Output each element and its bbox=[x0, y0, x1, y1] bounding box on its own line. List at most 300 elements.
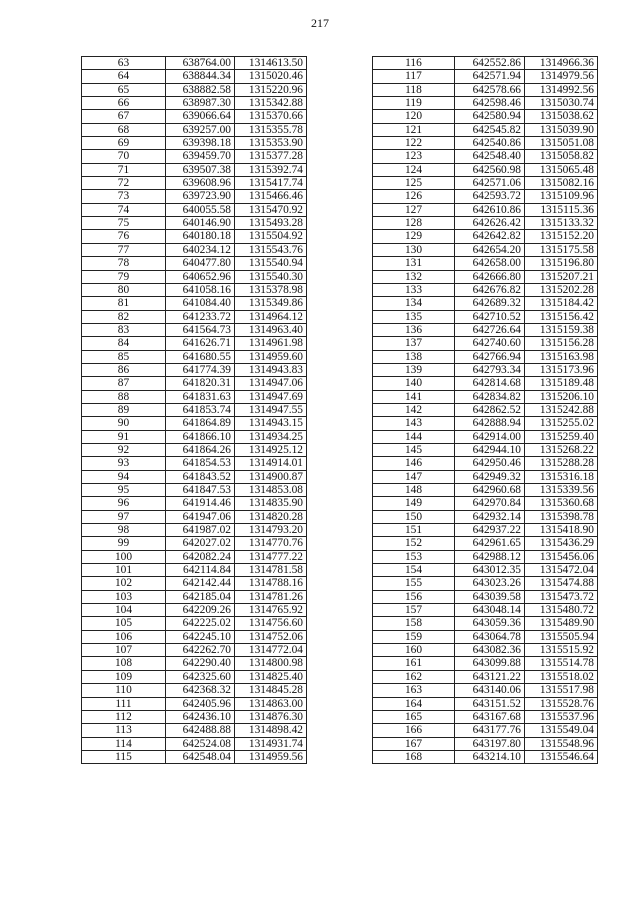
table-row bbox=[373, 203, 598, 216]
point-number-cell: 149 bbox=[373, 497, 455, 510]
y-coordinate-cell: 1315207.21 bbox=[525, 270, 598, 283]
y-coordinate-cell: 1315473.72 bbox=[525, 590, 598, 603]
point-number-cell: 63 bbox=[82, 57, 166, 70]
table-row bbox=[82, 710, 307, 723]
x-coordinate-cell: 642970.84 bbox=[455, 497, 525, 510]
point-number-cell: 142 bbox=[373, 403, 455, 416]
point-number-cell: 83 bbox=[82, 323, 166, 336]
table-row bbox=[373, 684, 598, 697]
table-row bbox=[373, 230, 598, 243]
x-coordinate-cell: 640146.90 bbox=[166, 217, 235, 230]
y-coordinate-cell: 1315472.04 bbox=[525, 564, 598, 577]
point-number-cell: 75 bbox=[82, 217, 166, 230]
point-number-cell: 144 bbox=[373, 430, 455, 443]
table-row bbox=[373, 257, 598, 270]
x-coordinate-cell: 643012.35 bbox=[455, 564, 525, 577]
point-number-cell: 84 bbox=[82, 337, 166, 350]
x-coordinate-cell: 642290.40 bbox=[166, 657, 235, 670]
x-coordinate-cell: 643214.10 bbox=[455, 750, 525, 763]
x-coordinate-cell: 639459.70 bbox=[166, 150, 235, 163]
x-coordinate-cell: 642142.44 bbox=[166, 577, 235, 590]
y-coordinate-cell: 1315156.42 bbox=[525, 310, 598, 323]
y-coordinate-cell: 1314825.40 bbox=[235, 670, 307, 683]
y-coordinate-cell: 1314959.60 bbox=[235, 350, 307, 363]
y-coordinate-cell: 1315398.78 bbox=[525, 510, 598, 523]
point-number-cell: 140 bbox=[373, 377, 455, 390]
point-number-cell: 150 bbox=[373, 510, 455, 523]
y-coordinate-cell: 1314820.28 bbox=[235, 510, 307, 523]
x-coordinate-cell: 641947.06 bbox=[166, 510, 235, 523]
x-coordinate-cell: 642580.94 bbox=[455, 110, 525, 123]
point-number-cell: 131 bbox=[373, 257, 455, 270]
table-row bbox=[82, 123, 307, 136]
point-number-cell: 116 bbox=[373, 57, 455, 70]
point-number-cell: 108 bbox=[82, 657, 166, 670]
y-coordinate-cell: 1314925.12 bbox=[235, 443, 307, 456]
point-number-cell: 105 bbox=[82, 617, 166, 630]
point-number-cell: 72 bbox=[82, 177, 166, 190]
table-row bbox=[373, 363, 598, 376]
x-coordinate-cell: 642598.46 bbox=[455, 97, 525, 110]
table-row bbox=[373, 337, 598, 350]
y-coordinate-cell: 1314964.12 bbox=[235, 310, 307, 323]
x-coordinate-cell: 642548.40 bbox=[455, 150, 525, 163]
point-number-cell: 114 bbox=[82, 737, 166, 750]
y-coordinate-cell: 1315065.48 bbox=[525, 163, 598, 176]
table-row bbox=[373, 163, 598, 176]
table-row bbox=[82, 430, 307, 443]
y-coordinate-cell: 1315206.10 bbox=[525, 390, 598, 403]
x-coordinate-cell: 640055.58 bbox=[166, 203, 235, 216]
table-row bbox=[373, 737, 598, 750]
x-coordinate-cell: 641864.26 bbox=[166, 443, 235, 456]
y-coordinate-cell: 1315504.92 bbox=[235, 230, 307, 243]
table-row bbox=[373, 497, 598, 510]
y-coordinate-cell: 1315515.92 bbox=[525, 644, 598, 657]
x-coordinate-cell: 639066.64 bbox=[166, 110, 235, 123]
point-number-cell: 107 bbox=[82, 644, 166, 657]
table-row bbox=[82, 297, 307, 310]
x-coordinate-cell: 642814.68 bbox=[455, 377, 525, 390]
y-coordinate-cell: 1315115.36 bbox=[525, 203, 598, 216]
point-number-cell: 141 bbox=[373, 390, 455, 403]
x-coordinate-cell: 642245.10 bbox=[166, 630, 235, 643]
x-coordinate-cell: 642961.65 bbox=[455, 537, 525, 550]
point-number-cell: 127 bbox=[373, 203, 455, 216]
x-coordinate-cell: 643048.14 bbox=[455, 604, 525, 617]
table-row bbox=[373, 537, 598, 550]
x-coordinate-cell: 642545.82 bbox=[455, 123, 525, 136]
x-coordinate-cell: 642488.88 bbox=[166, 724, 235, 737]
table-row bbox=[373, 217, 598, 230]
table-row bbox=[82, 670, 307, 683]
y-coordinate-cell: 1314900.87 bbox=[235, 470, 307, 483]
y-coordinate-cell: 1315173.96 bbox=[525, 363, 598, 376]
point-number-cell: 123 bbox=[373, 150, 455, 163]
table-row bbox=[373, 657, 598, 670]
page-number: 217 bbox=[311, 16, 329, 30]
point-number-cell: 65 bbox=[82, 83, 166, 96]
point-number-cell: 138 bbox=[373, 350, 455, 363]
x-coordinate-cell: 641864.89 bbox=[166, 417, 235, 430]
x-coordinate-cell: 641847.53 bbox=[166, 484, 235, 497]
x-coordinate-cell: 641680.55 bbox=[166, 350, 235, 363]
y-coordinate-cell: 1314800.98 bbox=[235, 657, 307, 670]
x-coordinate-cell: 643197.80 bbox=[455, 737, 525, 750]
x-coordinate-cell: 643177.76 bbox=[455, 724, 525, 737]
x-coordinate-cell: 642185.04 bbox=[166, 590, 235, 603]
table-row bbox=[82, 737, 307, 750]
point-number-cell: 77 bbox=[82, 243, 166, 256]
point-number-cell: 165 bbox=[373, 710, 455, 723]
point-number-cell: 147 bbox=[373, 470, 455, 483]
x-coordinate-cell: 642950.46 bbox=[455, 457, 525, 470]
y-coordinate-cell: 1315175.58 bbox=[525, 243, 598, 256]
point-number-cell: 163 bbox=[373, 684, 455, 697]
y-coordinate-cell: 1314961.98 bbox=[235, 337, 307, 350]
table-row bbox=[373, 123, 598, 136]
table-row bbox=[82, 350, 307, 363]
table-row bbox=[82, 684, 307, 697]
table-row bbox=[82, 137, 307, 150]
y-coordinate-cell: 1315058.82 bbox=[525, 150, 598, 163]
y-coordinate-cell: 1314613.50 bbox=[235, 57, 307, 70]
y-coordinate-cell: 1314947.69 bbox=[235, 390, 307, 403]
point-number-cell: 110 bbox=[82, 684, 166, 697]
y-coordinate-cell: 1314943.83 bbox=[235, 363, 307, 376]
x-coordinate-cell: 642571.94 bbox=[455, 70, 525, 83]
y-coordinate-cell: 1314793.20 bbox=[235, 524, 307, 537]
x-coordinate-cell: 642944.10 bbox=[455, 443, 525, 456]
x-coordinate-cell: 642593.72 bbox=[455, 190, 525, 203]
point-number-cell: 102 bbox=[82, 577, 166, 590]
point-number-cell: 159 bbox=[373, 630, 455, 643]
point-number-cell: 97 bbox=[82, 510, 166, 523]
point-number-cell: 122 bbox=[373, 137, 455, 150]
y-coordinate-cell: 1315540.94 bbox=[235, 257, 307, 270]
x-coordinate-cell: 642225.02 bbox=[166, 617, 235, 630]
y-coordinate-cell: 1315255.02 bbox=[525, 417, 598, 430]
x-coordinate-cell: 642793.34 bbox=[455, 363, 525, 376]
x-coordinate-cell: 642548.04 bbox=[166, 750, 235, 763]
coordinates-table-right bbox=[372, 56, 598, 764]
y-coordinate-cell: 1315268.22 bbox=[525, 443, 598, 456]
x-coordinate-cell: 641914.46 bbox=[166, 497, 235, 510]
x-coordinate-cell: 642654.20 bbox=[455, 243, 525, 256]
point-number-cell: 166 bbox=[373, 724, 455, 737]
point-number-cell: 156 bbox=[373, 590, 455, 603]
x-coordinate-cell: 641853.74 bbox=[166, 403, 235, 416]
y-coordinate-cell: 1315514.78 bbox=[525, 657, 598, 670]
y-coordinate-cell: 1314992.56 bbox=[525, 83, 598, 96]
table-row bbox=[82, 270, 307, 283]
point-number-cell: 133 bbox=[373, 283, 455, 296]
table-row bbox=[373, 97, 598, 110]
point-number-cell: 73 bbox=[82, 190, 166, 203]
point-number-cell: 145 bbox=[373, 443, 455, 456]
x-coordinate-cell: 643151.52 bbox=[455, 697, 525, 710]
table-row bbox=[82, 497, 307, 510]
table-row bbox=[82, 363, 307, 376]
coordinates-table-left bbox=[81, 56, 307, 764]
table-row bbox=[82, 390, 307, 403]
point-number-cell: 128 bbox=[373, 217, 455, 230]
x-coordinate-cell: 642436.10 bbox=[166, 710, 235, 723]
point-number-cell: 103 bbox=[82, 590, 166, 603]
y-coordinate-cell: 1315342.88 bbox=[235, 97, 307, 110]
table-row bbox=[373, 283, 598, 296]
table-row bbox=[82, 577, 307, 590]
x-coordinate-cell: 642949.32 bbox=[455, 470, 525, 483]
x-coordinate-cell: 642914.00 bbox=[455, 430, 525, 443]
point-number-cell: 164 bbox=[373, 697, 455, 710]
point-number-cell: 104 bbox=[82, 604, 166, 617]
y-coordinate-cell: 1315528.76 bbox=[525, 697, 598, 710]
x-coordinate-cell: 641866.10 bbox=[166, 430, 235, 443]
y-coordinate-cell: 1314898.42 bbox=[235, 724, 307, 737]
point-number-cell: 153 bbox=[373, 550, 455, 563]
x-coordinate-cell: 642862.52 bbox=[455, 403, 525, 416]
x-coordinate-cell: 642726.64 bbox=[455, 323, 525, 336]
point-number-cell: 152 bbox=[373, 537, 455, 550]
y-coordinate-cell: 1315378.98 bbox=[235, 283, 307, 296]
point-number-cell: 67 bbox=[82, 110, 166, 123]
y-coordinate-cell: 1315189.48 bbox=[525, 377, 598, 390]
point-number-cell: 89 bbox=[82, 403, 166, 416]
table-row bbox=[82, 470, 307, 483]
y-coordinate-cell: 1314772.04 bbox=[235, 644, 307, 657]
x-coordinate-cell: 642540.86 bbox=[455, 137, 525, 150]
table-row bbox=[373, 350, 598, 363]
table-row bbox=[373, 177, 598, 190]
table-row bbox=[373, 443, 598, 456]
y-coordinate-cell: 1315456.06 bbox=[525, 550, 598, 563]
y-coordinate-cell: 1314966.36 bbox=[525, 57, 598, 70]
y-coordinate-cell: 1315417.74 bbox=[235, 177, 307, 190]
table-row bbox=[373, 670, 598, 683]
y-coordinate-cell: 1315392.74 bbox=[235, 163, 307, 176]
point-number-cell: 71 bbox=[82, 163, 166, 176]
table-row bbox=[82, 283, 307, 296]
y-coordinate-cell: 1315418.90 bbox=[525, 524, 598, 537]
x-coordinate-cell: 642560.98 bbox=[455, 163, 525, 176]
y-coordinate-cell: 1315466.46 bbox=[235, 190, 307, 203]
table-row bbox=[82, 537, 307, 550]
point-number-cell: 130 bbox=[373, 243, 455, 256]
table-row bbox=[373, 724, 598, 737]
x-coordinate-cell: 641564.73 bbox=[166, 323, 235, 336]
y-coordinate-cell: 1315377.28 bbox=[235, 150, 307, 163]
table-row bbox=[82, 70, 307, 83]
x-coordinate-cell: 642262.70 bbox=[166, 644, 235, 657]
table-row bbox=[82, 630, 307, 643]
table-row bbox=[373, 150, 598, 163]
y-coordinate-cell: 1315543.76 bbox=[235, 243, 307, 256]
table-row bbox=[82, 323, 307, 336]
y-coordinate-cell: 1315339.56 bbox=[525, 484, 598, 497]
y-coordinate-cell: 1315548.96 bbox=[525, 737, 598, 750]
point-number-cell: 93 bbox=[82, 457, 166, 470]
point-number-cell: 143 bbox=[373, 417, 455, 430]
table-row bbox=[373, 590, 598, 603]
table-row bbox=[373, 710, 598, 723]
table-row bbox=[82, 337, 307, 350]
y-coordinate-cell: 1315156.28 bbox=[525, 337, 598, 350]
y-coordinate-cell: 1314853.08 bbox=[235, 484, 307, 497]
point-number-cell: 98 bbox=[82, 524, 166, 537]
point-number-cell: 94 bbox=[82, 470, 166, 483]
table-row bbox=[373, 243, 598, 256]
x-coordinate-cell: 642114.84 bbox=[166, 564, 235, 577]
y-coordinate-cell: 1315370.66 bbox=[235, 110, 307, 123]
table-row bbox=[82, 217, 307, 230]
point-number-cell: 64 bbox=[82, 70, 166, 83]
table-row bbox=[373, 323, 598, 336]
table-row bbox=[82, 190, 307, 203]
x-coordinate-cell: 643167.68 bbox=[455, 710, 525, 723]
y-coordinate-cell: 1315349.86 bbox=[235, 297, 307, 310]
table-row bbox=[373, 83, 598, 96]
table-row bbox=[82, 697, 307, 710]
table-row bbox=[82, 604, 307, 617]
y-coordinate-cell: 1315517.98 bbox=[525, 684, 598, 697]
table-row bbox=[373, 617, 598, 630]
table-row bbox=[373, 190, 598, 203]
x-coordinate-cell: 639507.38 bbox=[166, 163, 235, 176]
table-row bbox=[373, 297, 598, 310]
x-coordinate-cell: 642740.60 bbox=[455, 337, 525, 350]
y-coordinate-cell: 1315537.96 bbox=[525, 710, 598, 723]
point-number-cell: 137 bbox=[373, 337, 455, 350]
y-coordinate-cell: 1315546.64 bbox=[525, 750, 598, 763]
table-row bbox=[82, 310, 307, 323]
point-number-cell: 78 bbox=[82, 257, 166, 270]
x-coordinate-cell: 642937.22 bbox=[455, 524, 525, 537]
point-number-cell: 117 bbox=[373, 70, 455, 83]
point-number-cell: 135 bbox=[373, 310, 455, 323]
x-coordinate-cell: 640180.18 bbox=[166, 230, 235, 243]
table-row bbox=[82, 564, 307, 577]
point-number-cell: 162 bbox=[373, 670, 455, 683]
point-number-cell: 158 bbox=[373, 617, 455, 630]
x-coordinate-cell: 642325.60 bbox=[166, 670, 235, 683]
point-number-cell: 96 bbox=[82, 497, 166, 510]
x-coordinate-cell: 642834.82 bbox=[455, 390, 525, 403]
point-number-cell: 151 bbox=[373, 524, 455, 537]
point-number-cell: 91 bbox=[82, 430, 166, 443]
point-number-cell: 136 bbox=[373, 323, 455, 336]
point-number-cell: 79 bbox=[82, 270, 166, 283]
point-number-cell: 74 bbox=[82, 203, 166, 216]
point-number-cell: 146 bbox=[373, 457, 455, 470]
y-coordinate-cell: 1315316.18 bbox=[525, 470, 598, 483]
point-number-cell: 160 bbox=[373, 644, 455, 657]
x-coordinate-cell: 641058.16 bbox=[166, 283, 235, 296]
y-coordinate-cell: 1315540.30 bbox=[235, 270, 307, 283]
table-row bbox=[82, 443, 307, 456]
y-coordinate-cell: 1314752.06 bbox=[235, 630, 307, 643]
y-coordinate-cell: 1314777.22 bbox=[235, 550, 307, 563]
table-row bbox=[82, 110, 307, 123]
y-coordinate-cell: 1315030.74 bbox=[525, 97, 598, 110]
point-number-cell: 100 bbox=[82, 550, 166, 563]
point-number-cell: 109 bbox=[82, 670, 166, 683]
table-row bbox=[82, 177, 307, 190]
x-coordinate-cell: 642405.96 bbox=[166, 697, 235, 710]
x-coordinate-cell: 640652.96 bbox=[166, 270, 235, 283]
y-coordinate-cell: 1315020.46 bbox=[235, 70, 307, 83]
x-coordinate-cell: 642710.52 bbox=[455, 310, 525, 323]
table-row bbox=[82, 403, 307, 416]
table-row bbox=[82, 257, 307, 270]
point-number-cell: 80 bbox=[82, 283, 166, 296]
table-row bbox=[373, 137, 598, 150]
y-coordinate-cell: 1315474.88 bbox=[525, 577, 598, 590]
x-coordinate-cell: 643039.58 bbox=[455, 590, 525, 603]
y-coordinate-cell: 1314788.16 bbox=[235, 577, 307, 590]
point-number-cell: 157 bbox=[373, 604, 455, 617]
table-row bbox=[82, 590, 307, 603]
point-number-cell: 134 bbox=[373, 297, 455, 310]
x-coordinate-cell: 642689.32 bbox=[455, 297, 525, 310]
table-row bbox=[373, 564, 598, 577]
x-coordinate-cell: 641831.63 bbox=[166, 390, 235, 403]
point-number-cell: 76 bbox=[82, 230, 166, 243]
y-coordinate-cell: 1314765.92 bbox=[235, 604, 307, 617]
point-number-cell: 154 bbox=[373, 564, 455, 577]
y-coordinate-cell: 1314959.56 bbox=[235, 750, 307, 763]
y-coordinate-cell: 1315038.62 bbox=[525, 110, 598, 123]
point-number-cell: 126 bbox=[373, 190, 455, 203]
x-coordinate-cell: 641084.40 bbox=[166, 297, 235, 310]
table-row bbox=[373, 390, 598, 403]
x-coordinate-cell: 641854.53 bbox=[166, 457, 235, 470]
x-coordinate-cell: 642571.06 bbox=[455, 177, 525, 190]
y-coordinate-cell: 1314947.55 bbox=[235, 403, 307, 416]
y-coordinate-cell: 1315159.38 bbox=[525, 323, 598, 336]
point-number-cell: 70 bbox=[82, 150, 166, 163]
table-row bbox=[373, 377, 598, 390]
table-row bbox=[82, 203, 307, 216]
x-coordinate-cell: 641820.31 bbox=[166, 377, 235, 390]
table-row bbox=[373, 577, 598, 590]
table-row bbox=[82, 484, 307, 497]
table-row bbox=[82, 243, 307, 256]
x-coordinate-cell: 642552.86 bbox=[455, 57, 525, 70]
x-coordinate-cell: 641626.71 bbox=[166, 337, 235, 350]
x-coordinate-cell: 641843.52 bbox=[166, 470, 235, 483]
point-number-cell: 85 bbox=[82, 350, 166, 363]
y-coordinate-cell: 1315259.40 bbox=[525, 430, 598, 443]
x-coordinate-cell: 639608.96 bbox=[166, 177, 235, 190]
x-coordinate-cell: 642578.66 bbox=[455, 83, 525, 96]
x-coordinate-cell: 642932.14 bbox=[455, 510, 525, 523]
table-row bbox=[82, 750, 307, 763]
table-row bbox=[82, 657, 307, 670]
table-row bbox=[373, 270, 598, 283]
x-coordinate-cell: 640477.80 bbox=[166, 257, 235, 270]
x-coordinate-cell: 639398.18 bbox=[166, 137, 235, 150]
x-coordinate-cell: 642610.86 bbox=[455, 203, 525, 216]
point-number-cell: 68 bbox=[82, 123, 166, 136]
table-row bbox=[373, 310, 598, 323]
x-coordinate-cell: 638844.34 bbox=[166, 70, 235, 83]
table-row bbox=[373, 470, 598, 483]
table-row bbox=[373, 457, 598, 470]
point-number-cell: 112 bbox=[82, 710, 166, 723]
y-coordinate-cell: 1314931.74 bbox=[235, 737, 307, 750]
y-coordinate-cell: 1314876.30 bbox=[235, 710, 307, 723]
